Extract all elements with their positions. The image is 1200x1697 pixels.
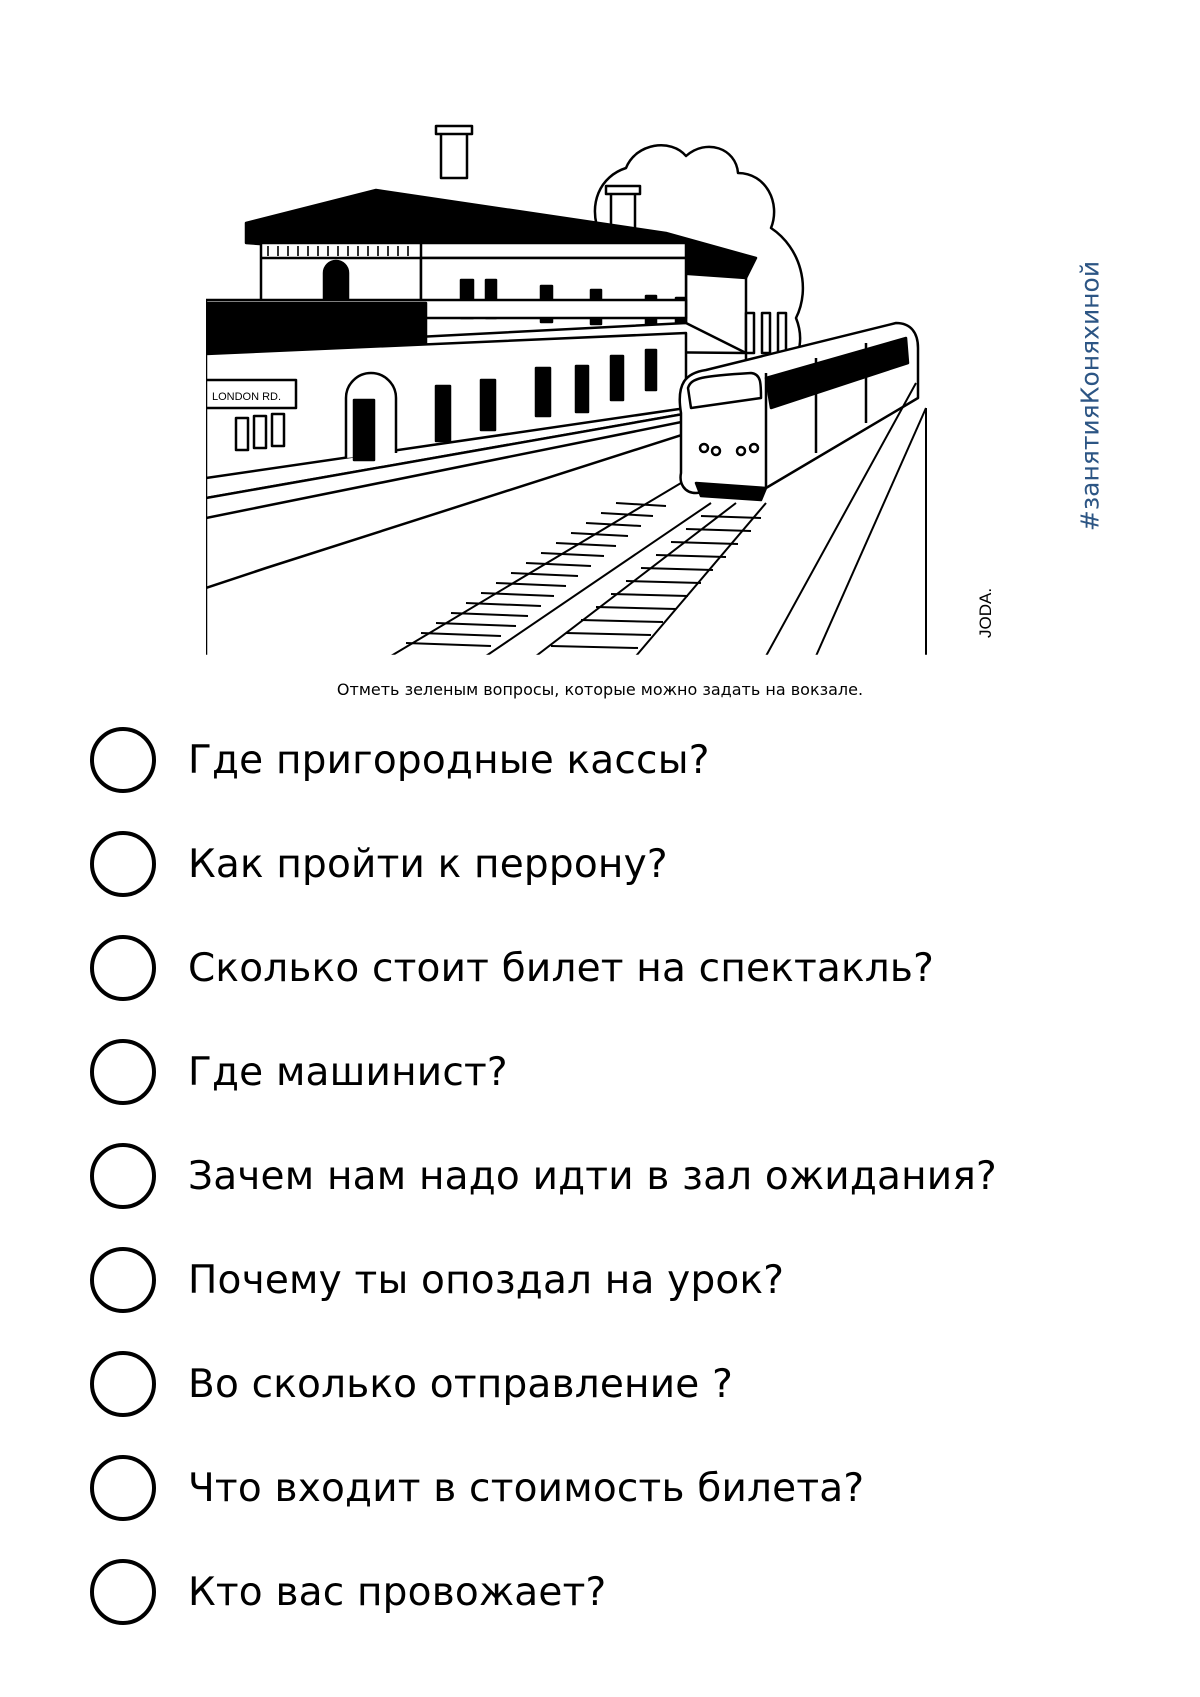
question-item <box>90 916 1150 1020</box>
circle-checkbox[interactable] <box>90 1039 156 1105</box>
circle-checkbox[interactable] <box>90 935 156 1001</box>
question-item <box>90 1124 1150 1228</box>
question-item <box>90 1436 1150 1540</box>
circle-checkbox[interactable] <box>90 727 156 793</box>
station-illustration <box>206 118 1006 656</box>
question-text: Во сколько отправление ? <box>188 1361 733 1407</box>
question-text: Сколько стоит билет на спектакль? <box>188 945 934 991</box>
circle-checkbox[interactable] <box>90 1143 156 1209</box>
instruction-text: Отметь зеленым вопросы, которые можно задать на вокзале. <box>336 680 864 699</box>
question-item <box>90 1332 1150 1436</box>
hashtag-text: #занятияКоняхиной <box>1075 260 1105 532</box>
chimney-right <box>611 190 635 230</box>
question-text: Почему ты опоздал на урок? <box>188 1257 785 1303</box>
question-item <box>90 1020 1150 1124</box>
artist-signature: JODA. <box>976 587 995 638</box>
question-text: Где машинист? <box>188 1049 508 1095</box>
question-item <box>90 1540 1150 1644</box>
question-text: Где пригородные кассы? <box>188 737 710 783</box>
question-text: Как пройти к перрону? <box>188 841 668 887</box>
question-text: Зачем нам надо идти в зал ожидания? <box>188 1153 997 1199</box>
question-text: Кто вас провожает? <box>188 1569 607 1615</box>
hashtag-vertical <box>1070 246 1110 546</box>
circle-checkbox[interactable] <box>90 1455 156 1521</box>
circle-checkbox[interactable] <box>90 1351 156 1417</box>
question-text: Что входит в стоимость билета? <box>188 1465 865 1511</box>
question-item <box>90 812 1150 916</box>
circle-checkbox[interactable] <box>90 1247 156 1313</box>
chimney-left <box>441 128 467 178</box>
circle-checkbox[interactable] <box>90 1559 156 1625</box>
station-sign-text: LONDON RD. <box>212 391 282 403</box>
question-list <box>90 708 1150 1644</box>
circle-checkbox[interactable] <box>90 831 156 897</box>
question-item <box>90 708 1150 812</box>
question-item <box>90 1228 1150 1332</box>
